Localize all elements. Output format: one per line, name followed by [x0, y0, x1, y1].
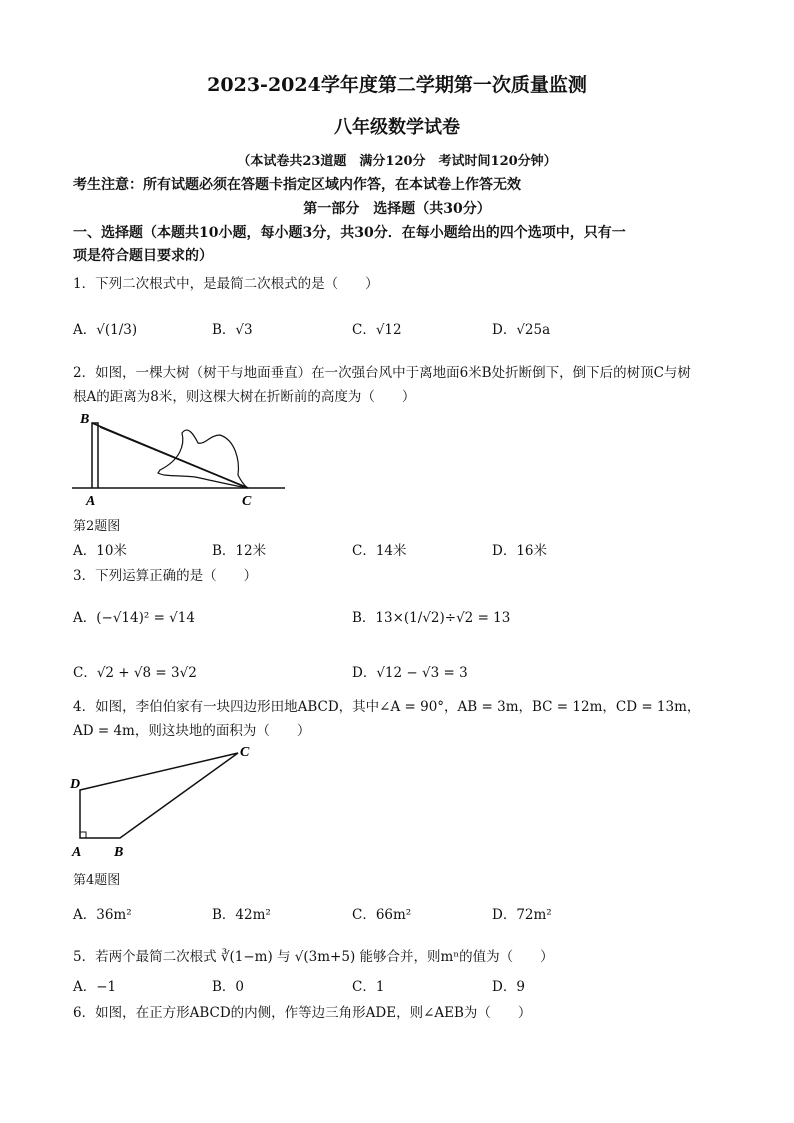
q2-label-b: B	[80, 412, 90, 427]
q4-label-a: A	[72, 845, 82, 860]
q5-stem: 5．若两个最简二次根式 ∛(1−m) 与 √(3m+5) 能够合并，则mⁿ的值为（ ）	[73, 949, 554, 965]
q4-option-b: B．42m²	[212, 907, 271, 923]
q1-option-a: A．√(1/3)	[73, 322, 138, 338]
q2-label-a: A	[86, 494, 96, 509]
q4-caption: 第4题图	[73, 873, 121, 888]
q5-option-a: A．−1	[73, 979, 117, 995]
q2-option-b: B．12米	[212, 543, 267, 559]
q4-option-d: D．72m²	[492, 907, 552, 923]
section-heading-line1: 一、选择题（本题共10小题，每小题3分，共30分．在每小题给出的四个选项中，只有一	[73, 225, 626, 241]
exam-notice: 考生注意：所有试题必须在答题卡指定区域内作答，在本试卷上作答无效	[73, 177, 521, 193]
q1-stem: 1．下列二次根式中，是最简二次根式的是（ ）	[73, 276, 379, 292]
q4-figure	[68, 740, 268, 860]
q2-caption: 第2题图	[73, 519, 121, 534]
q5-option-b: B．0	[212, 979, 245, 995]
q3-option-b: B．13×(1/√2)÷√2 = 13	[352, 610, 511, 626]
section-heading-line2: 项是符合题目要求的）	[73, 248, 213, 264]
exam-info: （本试卷共23道题 满分120分 考试时间120分钟）	[237, 154, 557, 169]
q1-option-b: B．√3	[212, 322, 253, 338]
q6-stem: 6．如图，在正方形ABCD的内侧，作等边三角形ADE，则∠AEB为（ ）	[73, 1005, 532, 1021]
exam-subtitle: 八年级数学试卷	[334, 117, 460, 138]
q3-option-d: D．√12 − √3 = 3	[352, 665, 468, 681]
part-one-heading: 第一部分 选择题（共30分）	[303, 201, 491, 217]
q4-option-c: C．66m²	[352, 907, 412, 923]
q2-option-d: D．16米	[492, 543, 548, 559]
q3-stem: 3．下列运算正确的是（ ）	[73, 568, 258, 584]
q3-option-a: A．(−√14)² = √14	[73, 610, 195, 626]
q5-option-d: D．9	[492, 979, 525, 995]
q2-stem-line1: 2．如图，一棵大树（树干与地面垂直）在一次强台风中于离地面6米B处折断倒下，倒下后的树顶C与树	[73, 365, 691, 381]
q2-figure	[70, 405, 300, 510]
q4-option-a: A．36m²	[73, 907, 132, 923]
q4-stem-line2: AD = 4m，则这块地的面积为（ ）	[73, 723, 311, 739]
q4-label-d: D	[70, 777, 81, 792]
q4-stem-line1: 4．如图，李伯伯家有一块四边形田地ABCD，其中∠A = 90°，AB = 3m，BC = 12m，CD = 13m，	[73, 699, 701, 715]
q2-option-a: A．10米	[73, 543, 127, 559]
q1-option-c: C．√12	[352, 322, 402, 338]
q2-label-c: C	[242, 494, 252, 509]
q4-label-c: C	[240, 745, 250, 760]
q5-option-c: C．1	[352, 979, 385, 995]
q2-option-c: C．14米	[352, 543, 407, 559]
exam-title: 2023-2024学年度第二学期第一次质量监测	[207, 74, 587, 96]
q2-stem-line2: 根A的距离为8米，则这棵大树在折断前的高度为（ ）	[73, 389, 416, 405]
q3-option-c: C．√2 + √8 = 3√2	[73, 665, 197, 681]
q4-label-b: B	[114, 845, 124, 860]
q1-option-d: D．√25a	[492, 322, 551, 338]
